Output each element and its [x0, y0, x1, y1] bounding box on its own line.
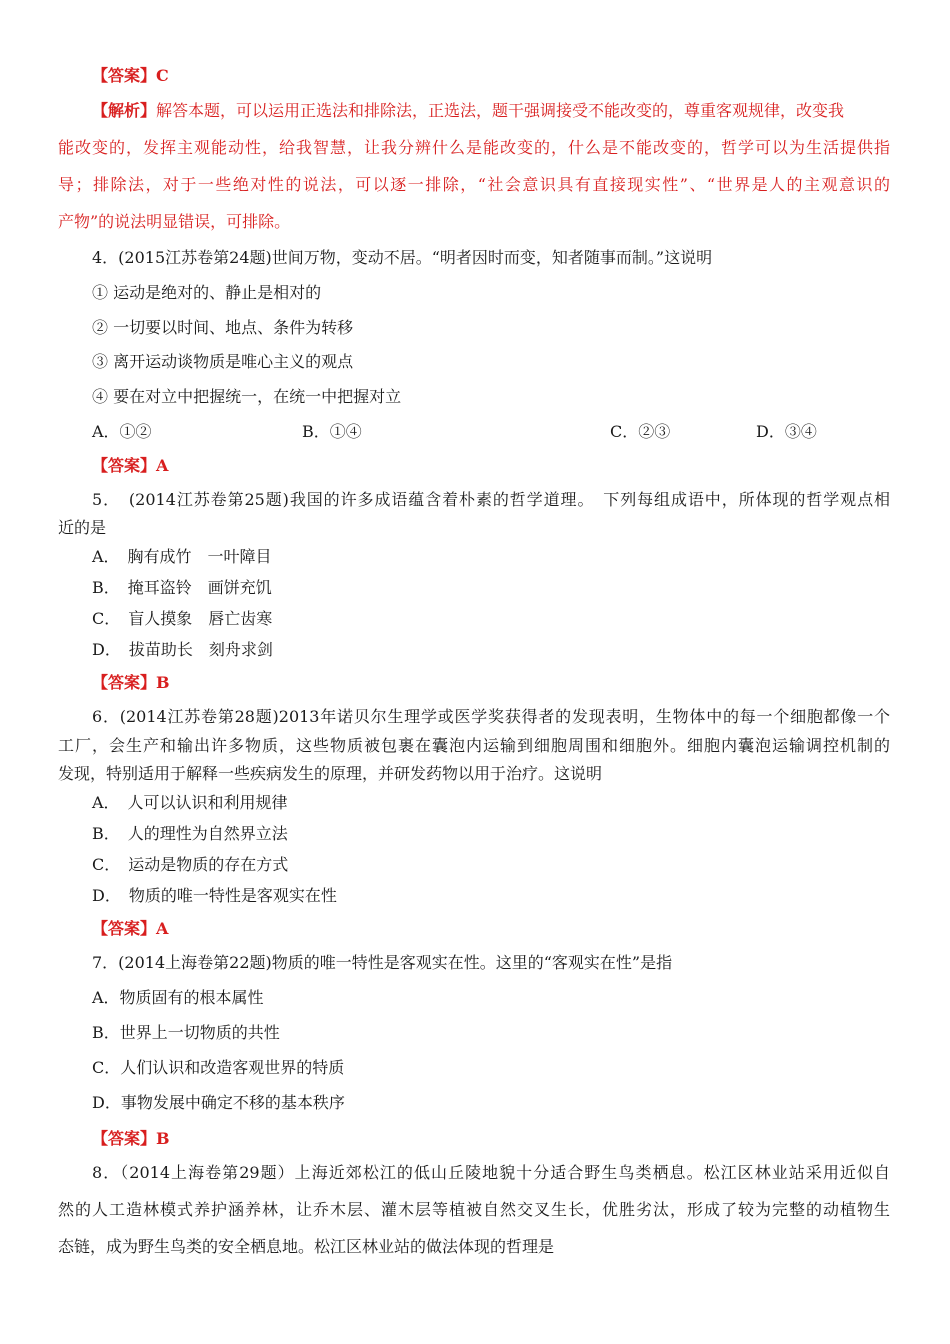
- question-stem: 态链，成为野生鸟类的安全栖息地。松江区林业站的做法体现的哲理是: [58, 1237, 555, 1256]
- choice-b: B．世界上一切物质的共性: [92, 1023, 280, 1042]
- question-stem: 4．(2015江苏卷第24题)世间万物，变动不居。“明者因时而变，知者随事而制。”这说明: [92, 248, 713, 267]
- statement: ① 运动是绝对的、静止是相对的: [92, 283, 322, 302]
- question-stem: 发现，特别适用于解释一些疾病发生的原理，并研发药物以用于治疗。这说明: [58, 764, 603, 783]
- answer-line: [92, 919, 168, 939]
- choice-b: B． 人的理性为自然界立法: [92, 824, 288, 843]
- answer-label: 【答案】: [92, 673, 157, 692]
- choice-a: A．①②: [92, 422, 152, 441]
- answer-value: A: [156, 456, 169, 475]
- choice-b: B．①④: [302, 422, 362, 441]
- question-stem: 然的人工造林模式养护涵养林，让乔木层、灌木层等植被自然交叉生长，优胜劣汰，形成了较为完整的动植物生: [58, 1200, 890, 1219]
- answer-value: B: [156, 673, 170, 692]
- answer-line: [92, 1129, 170, 1149]
- statement: ④ 要在对立中把握统一，在统一中把握对立: [92, 387, 402, 406]
- question-stem: 工厂，会生产和输出许多物质，这些物质被包裹在囊泡内运输到细胞周围和细胞外。细胞内囊泡运输调控机制的: [58, 736, 890, 755]
- question-stem: 近的是: [58, 518, 107, 537]
- choice-d: D． 物质的唯一特性是客观实在性: [92, 886, 337, 905]
- question-stem: 7．(2014上海卷第22题)物质的唯一特性是客观实在性。这里的“客观实在性”是指: [92, 953, 673, 972]
- analysis-line: [92, 101, 890, 121]
- choice-b: B． 掩耳盗铃 画饼充饥: [92, 578, 272, 597]
- answer-line: [92, 456, 168, 476]
- question-stem: 8．（2014上海卷第29题）上海近郊松江的低山丘陵地貌十分适合野生鸟类栖息。松江区林业站采用近似自: [92, 1163, 890, 1182]
- analysis-text: 解答本题，可以运用正选法和排除法，正选法，题干强调接受不能改变的，尊重客观规律，改变我: [156, 101, 845, 120]
- answer-line: [92, 66, 169, 86]
- choice-c: C． 运动是物质的存在方式: [92, 855, 289, 874]
- question-stem: 6．(2014江苏卷第28题)2013年诺贝尔生理学或医学奖获得者的发现表明，生物体中的每一个细胞都像一个: [92, 707, 890, 726]
- analysis-line: 导；排除法，对于一些绝对性的说法，可以逐一排除，“社会意识具有直接现实性”、“世界是人的主观意识的: [58, 175, 890, 194]
- analysis-label: 【解析】: [92, 101, 157, 120]
- answer-value: C: [156, 66, 169, 85]
- answer-label: 【答案】: [92, 919, 157, 938]
- choice-d: D．事物发展中确定不移的基本秩序: [92, 1093, 345, 1112]
- answer-label: 【答案】: [92, 66, 157, 85]
- answer-label: 【答案】: [92, 1129, 157, 1148]
- choice-d: D． 拔苗助长 刻舟求剑: [92, 640, 273, 659]
- question-stem: 5． (2014江苏卷第25题)我国的许多成语蕴含着朴素的哲学道理。 下列每组成语中，所体现的哲学观点相: [92, 490, 890, 509]
- answer-label: 【答案】: [92, 456, 157, 475]
- choice-a: A． 人可以认识和利用规律: [92, 793, 288, 812]
- analysis-line: 产物”的说法明显错误，可排除。: [58, 212, 291, 231]
- analysis-line: 能改变的，发挥主观能动性，给我智慧，让我分辨什么是能改变的，什么是不能改变的，哲学可以为生活提供指: [58, 138, 890, 157]
- choice-d: D．③④: [756, 422, 817, 441]
- answer-value: B: [156, 1129, 170, 1148]
- statement: ③ 离开运动谈物质是唯心主义的观点: [92, 352, 354, 371]
- choice-a: A． 胸有成竹 一叶障目: [92, 547, 272, 566]
- answer-line: [92, 673, 170, 693]
- statement: ② 一切要以时间、地点、条件为转移: [92, 318, 354, 337]
- choice-c: C．②③: [610, 422, 671, 441]
- choice-a: A．物质固有的根本属性: [92, 988, 264, 1007]
- choice-c: C． 盲人摸象 唇亡齿寒: [92, 609, 273, 628]
- choice-c: C．人们认识和改造客观世界的特质: [92, 1058, 345, 1077]
- answer-value: A: [156, 919, 169, 938]
